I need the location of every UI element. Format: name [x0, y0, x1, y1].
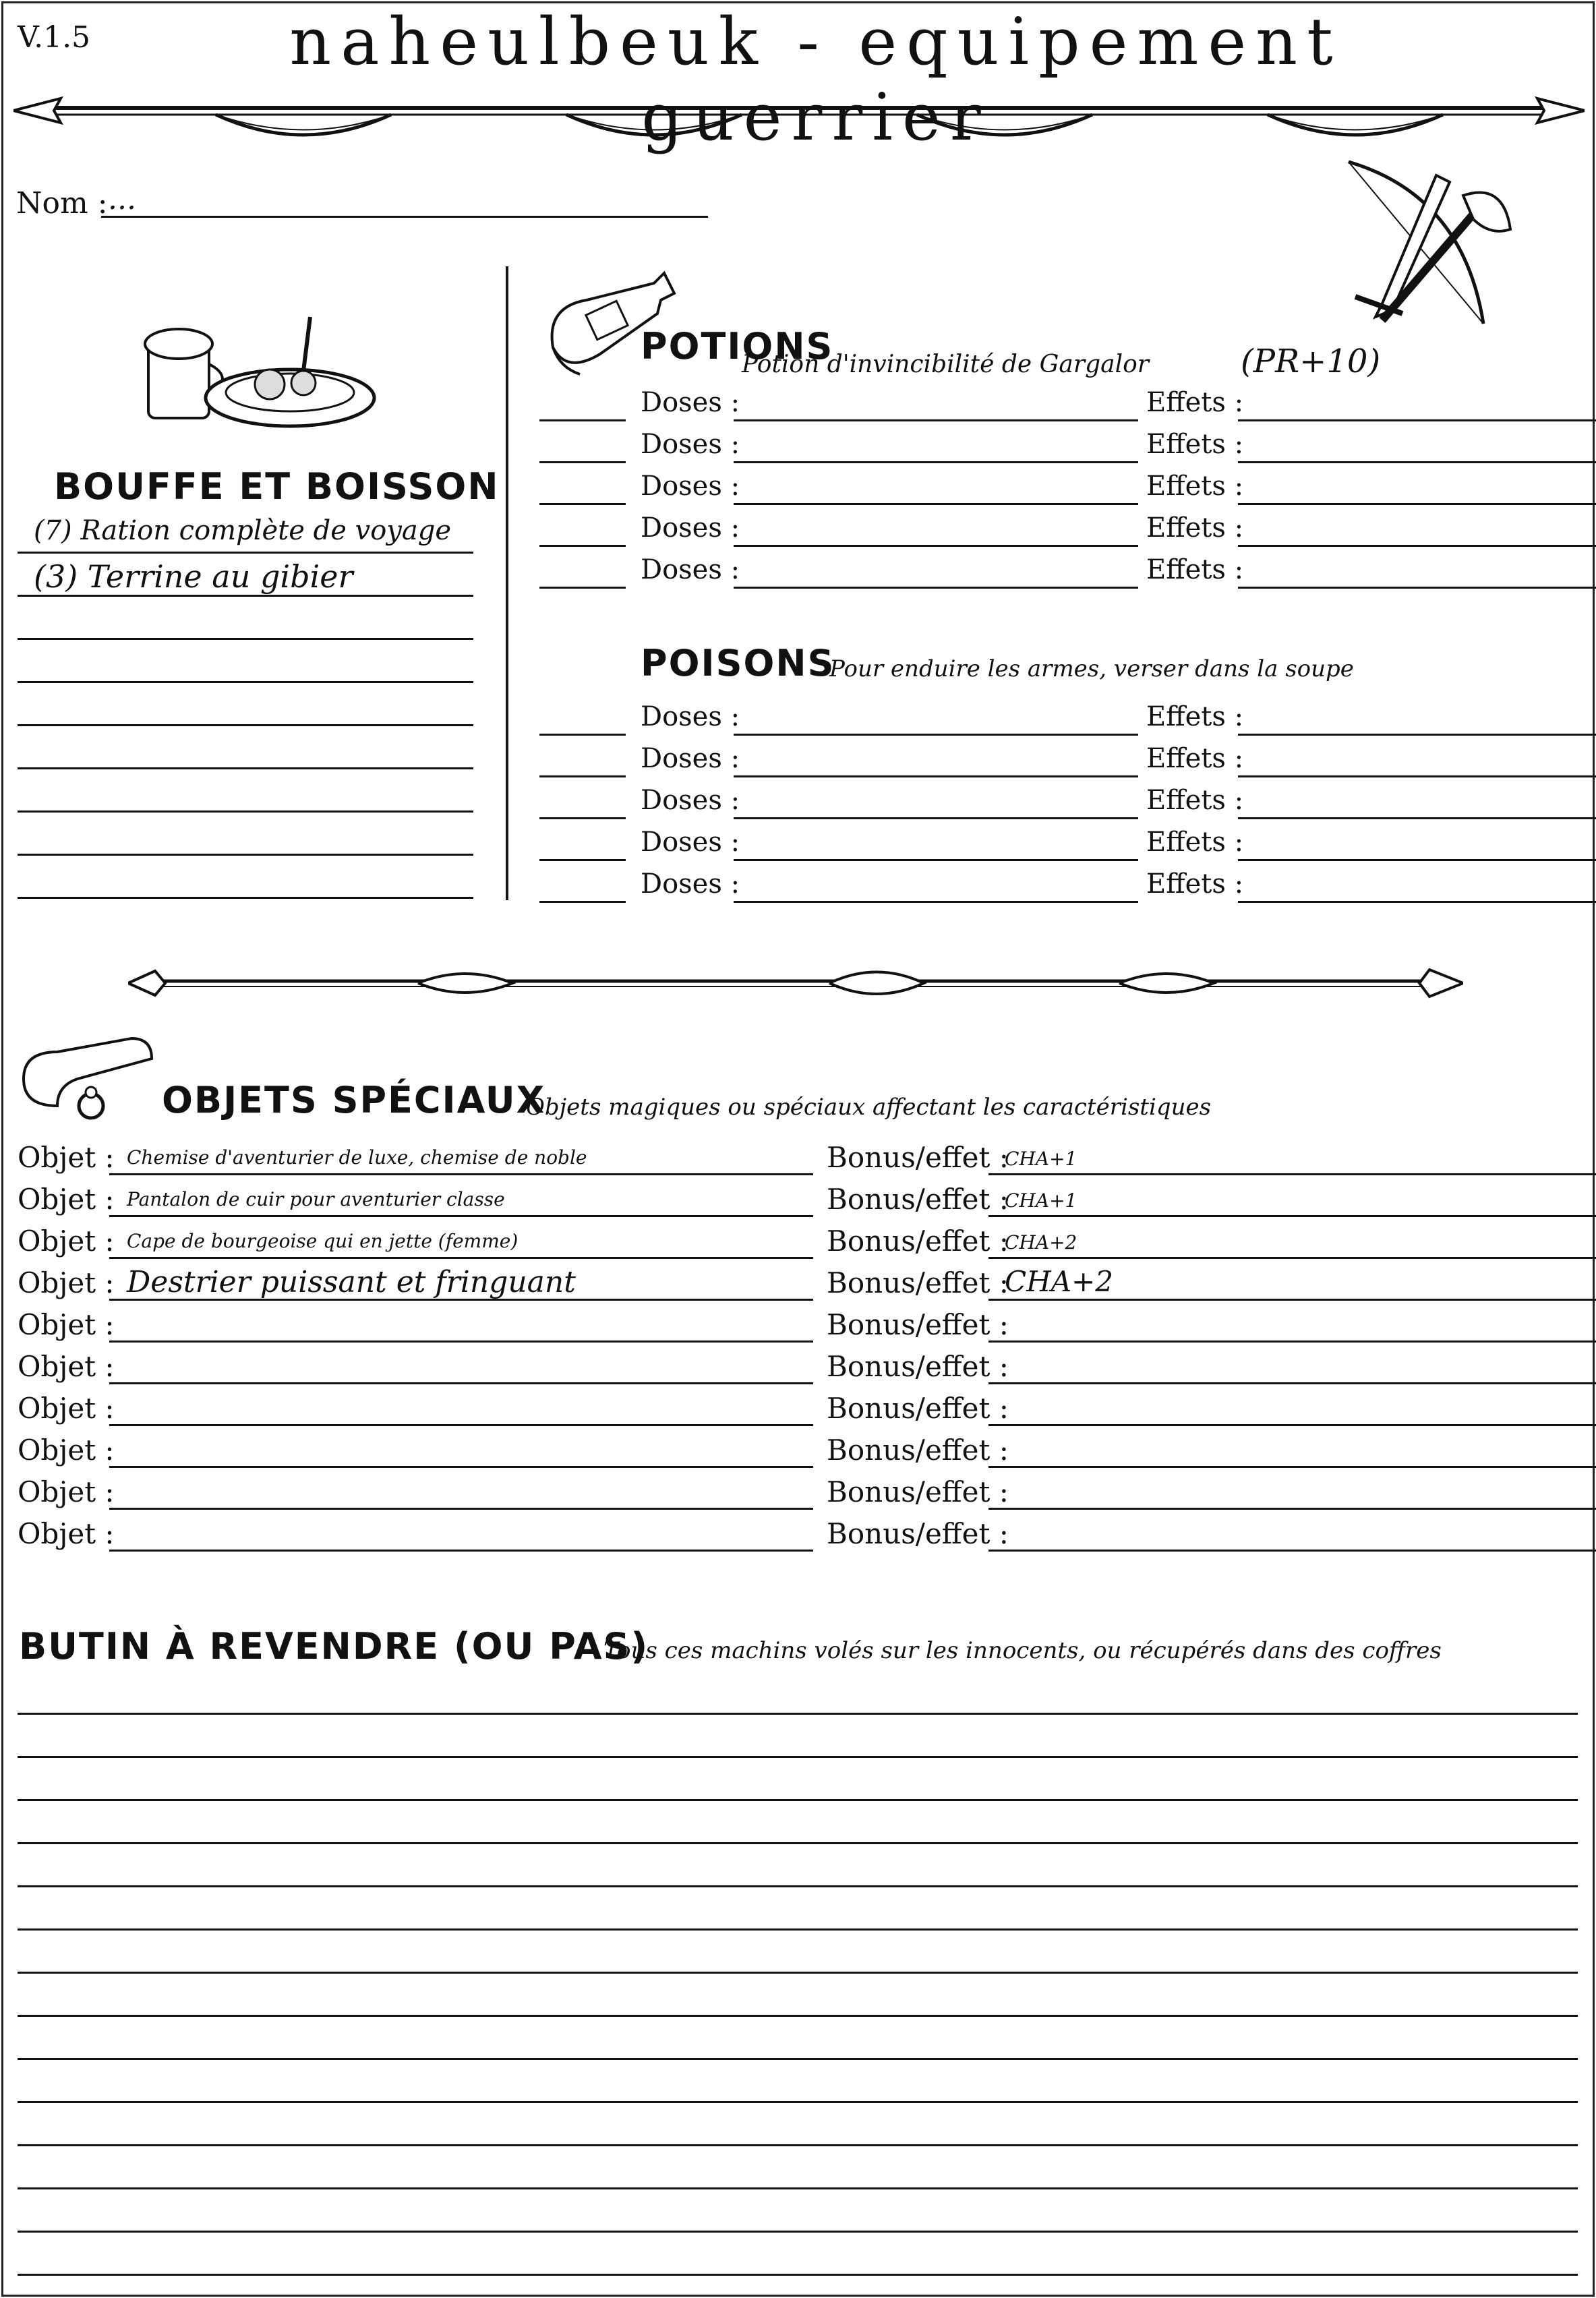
special-title: OBJETS SPÉCIAUX	[162, 1079, 546, 1121]
poisons-title: POISONS	[641, 642, 835, 684]
name-value: ...	[108, 182, 136, 216]
objet-value: Pantalon de cuir pour aventurier classe	[127, 1188, 505, 1210]
loot-line[interactable]	[18, 1799, 1578, 1801]
effets-field[interactable]	[1238, 775, 1596, 777]
bonus-field[interactable]	[988, 1382, 1596, 1384]
food-line[interactable]	[18, 854, 473, 856]
count-field[interactable]	[539, 775, 626, 777]
loot-line[interactable]	[18, 2058, 1578, 2060]
doses-field[interactable]	[734, 461, 1138, 463]
bonus-label: Bonus/effet :	[827, 1225, 1009, 1258]
objet-label: Objet :	[18, 1350, 115, 1383]
effets-field[interactable]	[1238, 419, 1596, 421]
food-title: BOUFFE ET BOISSON	[54, 465, 500, 508]
count-field[interactable]	[539, 503, 626, 505]
loot-line[interactable]	[18, 2144, 1578, 2146]
objet-field[interactable]	[109, 1173, 813, 1175]
objet-label: Objet :	[18, 1475, 115, 1508]
food-line[interactable]	[18, 767, 473, 769]
bonus-field[interactable]	[988, 1257, 1596, 1259]
effets-field[interactable]	[1238, 859, 1596, 861]
effets-label: Effets :	[1146, 743, 1244, 774]
objet-field[interactable]	[109, 1424, 813, 1426]
loot-line[interactable]	[18, 2015, 1578, 2017]
objet-label: Objet :	[18, 1266, 115, 1299]
count-field[interactable]	[539, 545, 626, 547]
loot-line[interactable]	[18, 2187, 1578, 2189]
effets-label: Effets :	[1146, 387, 1244, 418]
loot-line[interactable]	[18, 2274, 1578, 2276]
count-field[interactable]	[539, 734, 626, 736]
bonus-label: Bonus/effet :	[827, 1392, 1009, 1425]
objet-value: Cape de bourgeoise qui en jette (femme)	[127, 1230, 519, 1252]
effets-label: Effets :	[1146, 554, 1244, 585]
doses-field[interactable]	[734, 859, 1138, 861]
doses-field[interactable]	[734, 734, 1138, 736]
bonus-value: CHA+1	[1005, 1189, 1077, 1212]
food-line[interactable]	[18, 638, 473, 640]
objet-field[interactable]	[109, 1215, 813, 1217]
poisons-subtitle: Pour enduire les armes, verser dans la soupe	[829, 655, 1354, 682]
effets-field[interactable]	[1238, 587, 1596, 589]
effets-field[interactable]	[1238, 817, 1596, 819]
effets-label: Effets :	[1146, 512, 1244, 543]
bonus-label: Bonus/effet :	[827, 1141, 1009, 1174]
doses-label: Doses :	[641, 471, 740, 502]
effets-field[interactable]	[1238, 545, 1596, 547]
bonus-field[interactable]	[988, 1508, 1596, 1510]
effets-field[interactable]	[1238, 734, 1596, 736]
bonus-label: Bonus/effet :	[827, 1475, 1009, 1508]
food-line[interactable]	[18, 552, 473, 554]
bonus-field[interactable]	[988, 1550, 1596, 1552]
objet-field[interactable]	[109, 1466, 813, 1468]
column-divider	[506, 266, 508, 900]
objet-label: Objet :	[18, 1517, 115, 1550]
effets-field[interactable]	[1238, 461, 1596, 463]
objet-label: Objet :	[18, 1183, 115, 1216]
potions-title: POTIONS	[641, 325, 834, 367]
objet-label: Objet :	[18, 1308, 115, 1341]
potion-note: Potion d'invincibilité de Gargalor	[742, 351, 1150, 378]
count-field[interactable]	[539, 817, 626, 819]
effets-field[interactable]	[1238, 503, 1596, 505]
food-entry: (3) Terrine au gibier	[34, 558, 353, 595]
effets-label: Effets :	[1146, 785, 1244, 816]
special-subtitle: Objets magiques ou spéciaux affectant les caractéristiques	[526, 1094, 1212, 1121]
objet-label: Objet :	[18, 1434, 115, 1467]
food-line[interactable]	[18, 595, 473, 597]
objet-label: Objet :	[18, 1392, 115, 1425]
effets-label: Effets :	[1146, 429, 1244, 460]
food-line[interactable]	[18, 811, 473, 813]
count-field[interactable]	[539, 419, 626, 421]
objet-value: Destrier puissant et fringuant	[127, 1265, 576, 1299]
bonus-label: Bonus/effet :	[827, 1183, 1009, 1216]
doses-label: Doses :	[641, 868, 740, 900]
bonus-field[interactable]	[988, 1215, 1596, 1217]
count-field[interactable]	[539, 461, 626, 463]
loot-line[interactable]	[18, 1885, 1578, 1887]
loot-line[interactable]	[18, 1756, 1578, 1758]
page-title: naheulbeuk - equipement guerrier	[289, 4, 1342, 155]
bonus-field[interactable]	[988, 1424, 1596, 1426]
food-line[interactable]	[18, 724, 473, 726]
count-field[interactable]	[539, 587, 626, 589]
loot-title: BUTIN À REVENDRE (OU PAS)	[19, 1625, 649, 1668]
doses-field[interactable]	[734, 775, 1138, 777]
count-field[interactable]	[539, 901, 626, 903]
version-label: V.1.5	[18, 20, 91, 55]
bonus-label: Bonus/effet :	[827, 1434, 1009, 1467]
doses-field[interactable]	[734, 503, 1138, 505]
loot-line[interactable]	[18, 1928, 1578, 1931]
bonus-field[interactable]	[988, 1299, 1596, 1301]
food-line[interactable]	[18, 897, 473, 899]
bonus-label: Bonus/effet :	[827, 1266, 1009, 1299]
food-line[interactable]	[18, 681, 473, 683]
doses-label: Doses :	[641, 512, 740, 543]
loot-subtitle: Tous ces machins volés sur les innocents, ou récupérés dans des coffres	[603, 1637, 1442, 1664]
effets-label: Effets :	[1146, 471, 1244, 502]
doses-label: Doses :	[641, 743, 740, 774]
bonus-value: CHA+2	[1005, 1265, 1114, 1298]
bonus-label: Bonus/effet :	[827, 1517, 1009, 1550]
loot-line[interactable]	[18, 2101, 1578, 2103]
crossed-weapons-icon	[1328, 155, 1524, 337]
loot-line[interactable]	[18, 1713, 1578, 1715]
bonus-value: CHA+2	[1005, 1231, 1077, 1254]
doses-field[interactable]	[734, 419, 1138, 421]
objet-field[interactable]	[109, 1508, 813, 1510]
bonus-field[interactable]	[988, 1340, 1596, 1343]
name-label: Nom :	[16, 186, 108, 220]
bonus-field[interactable]	[988, 1466, 1596, 1468]
doses-label: Doses :	[641, 387, 740, 418]
name-field[interactable]	[101, 216, 708, 218]
doses-label: Doses :	[641, 827, 740, 858]
doses-field[interactable]	[734, 817, 1138, 819]
objet-field[interactable]	[109, 1382, 813, 1384]
loot-line[interactable]	[18, 2231, 1578, 2233]
doses-field[interactable]	[734, 587, 1138, 589]
objet-label: Objet :	[18, 1141, 115, 1174]
doses-label: Doses :	[641, 701, 740, 732]
effets-label: Effets :	[1146, 868, 1244, 900]
scroll-ring-icon	[17, 1025, 158, 1126]
count-field[interactable]	[539, 859, 626, 861]
spear-divider-icon	[13, 81, 1585, 155]
doses-field[interactable]	[734, 901, 1138, 903]
doses-label: Doses :	[641, 554, 740, 585]
staff-divider-icon	[128, 958, 1463, 1005]
bonus-value: CHA+1	[1005, 1148, 1077, 1170]
effets-label: Effets :	[1146, 827, 1244, 858]
objet-value: Chemise d'aventurier de luxe, chemise de noble	[127, 1146, 587, 1169]
bonus-label: Bonus/effet :	[827, 1350, 1009, 1383]
doses-field[interactable]	[734, 545, 1138, 547]
objet-field[interactable]	[109, 1340, 813, 1343]
effets-field[interactable]	[1238, 901, 1596, 903]
objet-field[interactable]	[109, 1257, 813, 1259]
food-plate-icon	[135, 303, 378, 438]
loot-line[interactable]	[18, 1972, 1578, 1974]
bonus-label: Bonus/effet :	[827, 1308, 1009, 1341]
potion-note-pr: (PR+10)	[1241, 343, 1381, 380]
effets-label: Effets :	[1146, 701, 1244, 732]
objet-field[interactable]	[109, 1550, 813, 1552]
bonus-field[interactable]	[988, 1173, 1596, 1175]
loot-line[interactable]	[18, 1842, 1578, 1844]
food-entry: (7) Ration complète de voyage	[34, 515, 452, 546]
objet-label: Objet :	[18, 1225, 115, 1258]
doses-label: Doses :	[641, 429, 740, 460]
doses-label: Doses :	[641, 785, 740, 816]
